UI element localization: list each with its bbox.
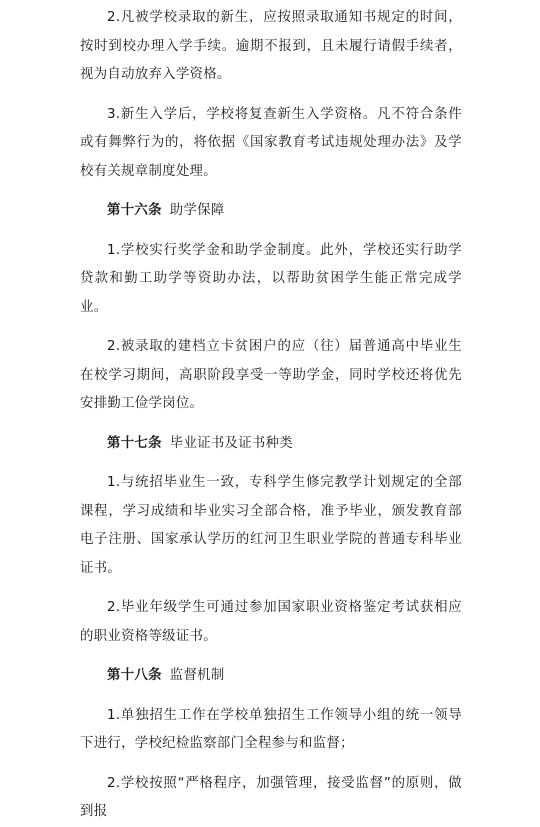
article-18-heading <box>80 662 462 691</box>
paragraph-poverty-aid: 2.被录取的建档立卡贫困户的应（往）届普通高中毕业生在校学习期间，高职阶段享受一等助学金，同时学校还将优先安排勤工俭学岗位。 <box>80 339 462 411</box>
article-title: 助学保障 <box>169 203 225 218</box>
article-number: 第十六条 <box>107 203 162 218</box>
paragraph-vocational-certificate: 2.毕业年级学生可通过参加国家职业资格鉴定考试获相应的职业资格等级证书。 <box>80 600 462 644</box>
article-number: 第十八条 <box>107 668 162 683</box>
paragraph-supervision-principle: 2.学校按照“严格程序，加强管理，接受监督”的原则，做到报 <box>80 775 462 819</box>
article-title: 监督机制 <box>169 668 225 683</box>
article-17-heading <box>80 430 462 459</box>
paragraph-diploma: 1.与统招毕业生一致，专科学生修完教学计划规定的全部课程，学习成绩和毕业实习全部合格，准予毕业，颁发教育部电子注册、国家承认学历的红河卫生职业学院的普通专科毕业证书。 <box>80 475 462 576</box>
document-body <box>80 4 462 827</box>
article-number: 第十七条 <box>107 435 162 451</box>
article-title: 毕业证书及证书种类 <box>169 435 293 451</box>
paragraph-scholarship: 1.学校实行奖学金和助学金制度。此外，学校还实行助学贷款和勤工助学等资助办法，以帮助贫困学生能正常完成学业。 <box>80 242 462 315</box>
article-16-heading <box>80 197 462 226</box>
paragraph-enrollment-registration: 2.凡被学校录取的新生，应按照录取通知书规定的时间，按时到校办理入学手续。逾期不报到，且未履行请假手续者，视为自动放弃入学资格。 <box>80 10 462 82</box>
paragraph-supervision-leadership: 1.单独招生工作在学校单独招生工作领导小组的统一领导下进行，学校纪检监察部门全程参与和监督； <box>80 707 462 751</box>
paragraph-enrollment-review: 3.新生入学后，学校将复查新生入学资格。凡不符合条件或有舞弊行为的，将依据《国家教育考试违规处理办法》及学校有关规章制度处理。 <box>80 106 462 179</box>
